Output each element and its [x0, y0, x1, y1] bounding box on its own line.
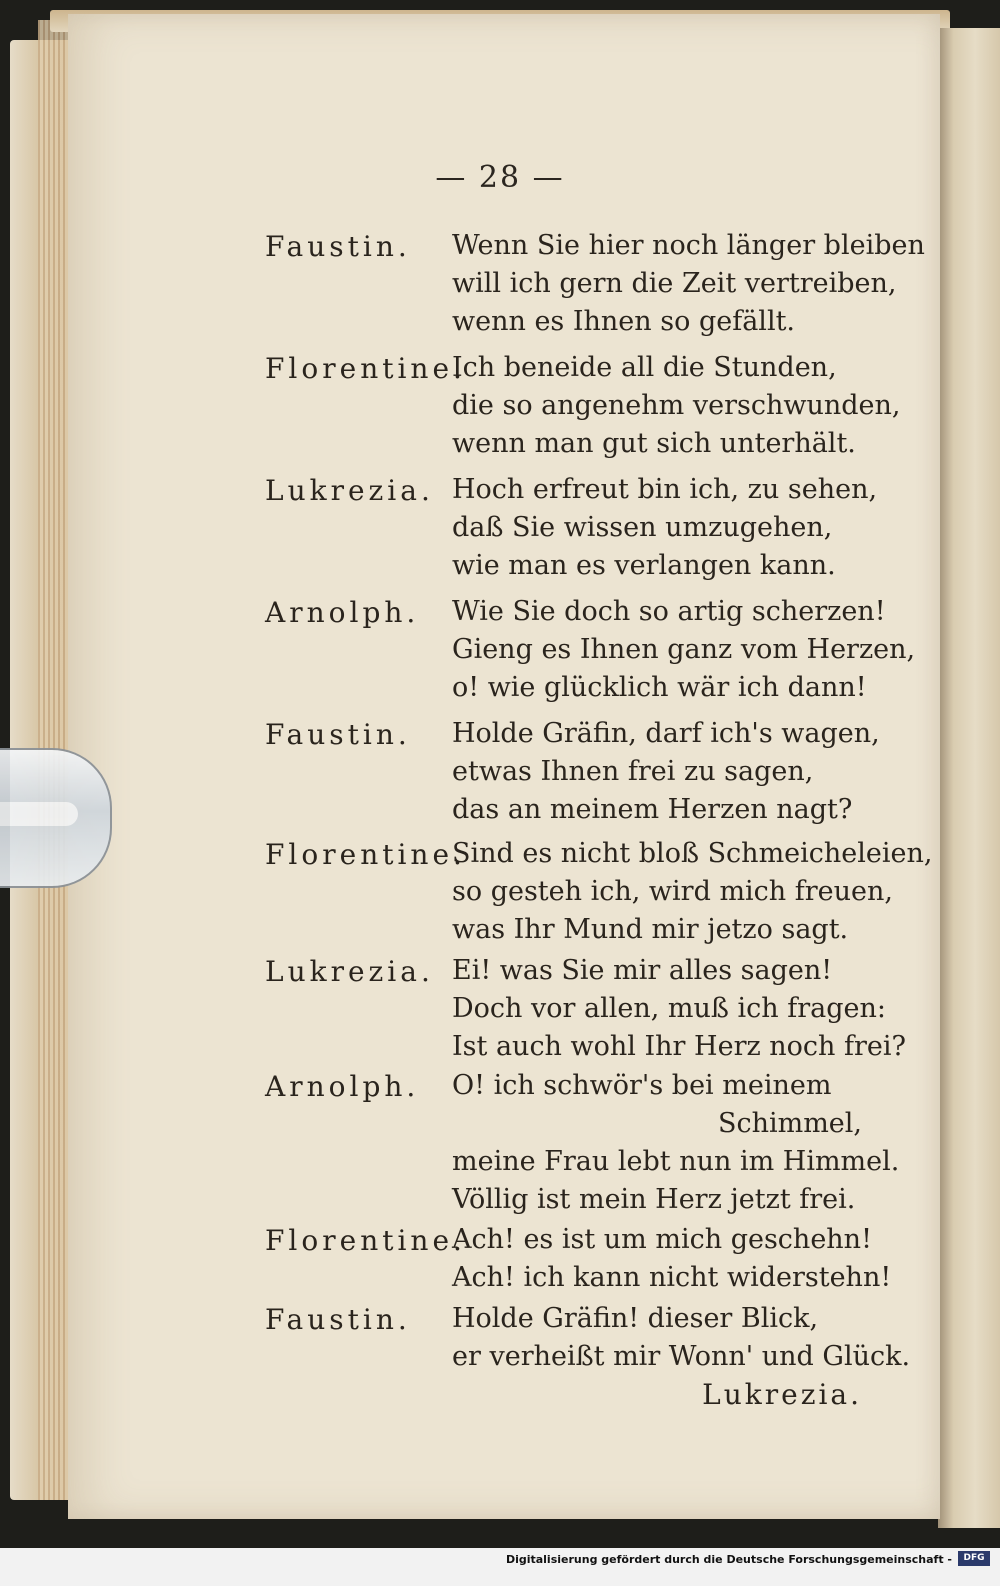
verse-line: wenn man gut sich unterhält.	[452, 428, 856, 459]
verse-line: so gesteh ich, wird mich freuen,	[452, 876, 893, 907]
verse-line: Wie Sie doch so artig scherzen!	[452, 596, 886, 627]
speaker-name: Faustin.	[265, 230, 411, 263]
verse-line: Holde Gräfin, darf ich's wagen,	[452, 718, 880, 749]
speaker-name: Florentine.	[265, 1224, 466, 1257]
verse-line: wie man es verlangen kann.	[452, 550, 836, 581]
page-clip-holder	[0, 748, 112, 888]
dfg-logo: DFG	[958, 1551, 990, 1566]
verse-line: wenn es Ihnen so gefällt.	[452, 306, 796, 337]
verse-line: Ei! was Sie mir alles sagen!	[452, 955, 833, 986]
speaker-name: Arnolph.	[265, 596, 420, 629]
verse-line: Sind es nicht bloß Schmeicheleien,	[452, 838, 933, 869]
verse-line: will ich gern die Zeit vertreiben,	[452, 268, 897, 299]
verse-line: o! wie glücklich wär ich dann!	[452, 672, 867, 703]
speaker-name: Florentine.	[265, 838, 466, 871]
verse-line: etwas Ihnen frei zu sagen,	[452, 756, 814, 787]
verse-line: die so angenehm verschwunden,	[452, 390, 901, 421]
verse-line: Wenn Sie hier noch länger bleiben	[452, 230, 925, 261]
verse-line: Doch vor allen, muß ich fragen:	[452, 993, 886, 1024]
verse-line: Gieng es Ihnen ganz vom Herzen,	[452, 634, 916, 665]
verse-line: Holde Gräfin! dieser Blick,	[452, 1303, 819, 1334]
verse-line: das an meinem Herzen nagt?	[452, 794, 853, 825]
verse-line: was Ihr Mund mir jetzo sagt.	[452, 914, 849, 945]
catchword: Lukrezia.	[702, 1378, 862, 1411]
verse-line: Ist auch wohl Ihr Herz noch frei?	[452, 1031, 907, 1062]
verse-line: Ich beneide all die Stunden,	[452, 352, 837, 383]
verse-line-continuation: Schimmel,	[717, 1108, 862, 1139]
verse-line: Völlig ist mein Herz jetzt frei.	[452, 1184, 856, 1215]
page-number: — 28 —	[435, 160, 565, 195]
speaker-name: Faustin.	[265, 718, 411, 751]
funding-notice: Digitalisierung gefördert durch die Deutsche Forschungsgemeinschaft -	[505, 1553, 952, 1566]
verse-line: O! ich schwör's bei meinem	[452, 1070, 832, 1101]
verse-line: Ach! es ist um mich geschehn!	[452, 1224, 872, 1255]
facing-page-edge	[938, 28, 1000, 1528]
speaker-name: Faustin.	[265, 1303, 411, 1336]
speaker-name: Lukrezia.	[265, 955, 434, 988]
verse-line: Ach! ich kann nicht widerstehn!	[452, 1262, 892, 1293]
speaker-name: Arnolph.	[265, 1070, 420, 1103]
speaker-name: Florentine.	[265, 352, 466, 385]
verse-line: meine Frau lebt nun im Himmel.	[452, 1146, 900, 1177]
verse-line: er verheißt mir Wonn' und Glück.	[452, 1341, 911, 1372]
verse-line: Hoch erfreut bin ich, zu sehen,	[452, 474, 878, 505]
verse-line: daß Sie wissen umzugehen,	[452, 512, 833, 543]
speaker-name: Lukrezia.	[265, 474, 434, 507]
